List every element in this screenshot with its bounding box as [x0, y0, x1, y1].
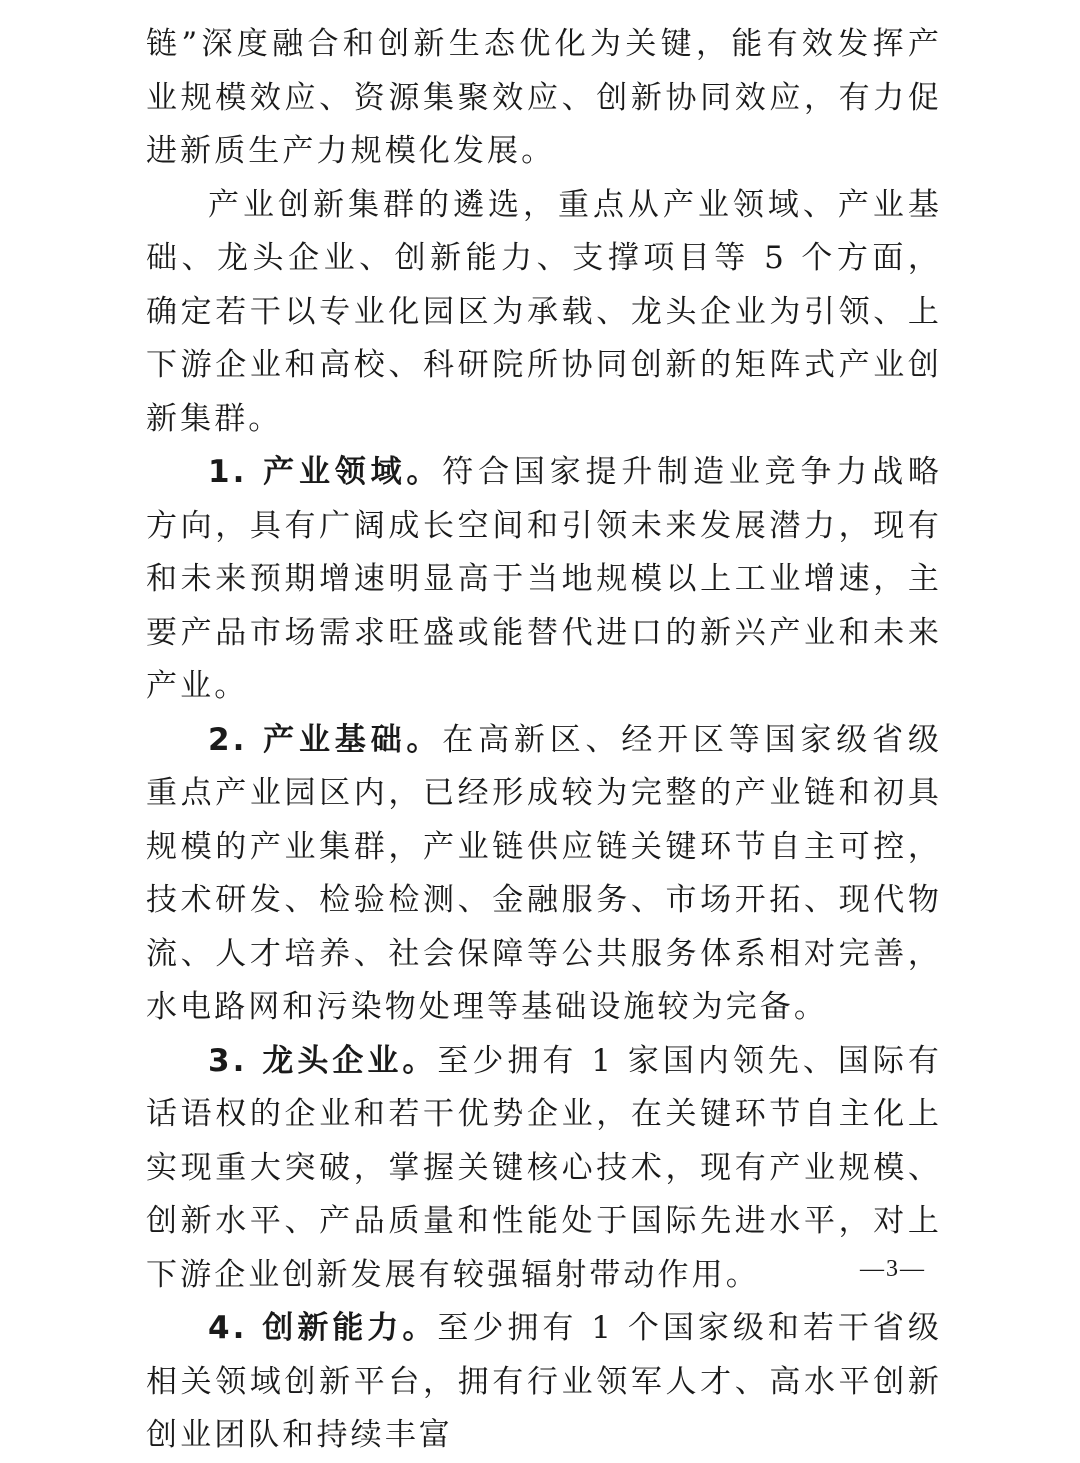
paragraph-text: 在高新区、经开区等国家级省级重点产业园区内，已经形成较为完整的产业链和初具规模的产业集群，产业链供应链关键环节自主可控，技术研发、检验检测、金融服务、市场开拓、现代物流、人才培养、社会保障等公共服务体系相对完善，水电路网和污染物处理等基础设施较为完备。: [146, 721, 942, 1025]
paragraph-heading: 1. 产业领域。: [208, 454, 443, 490]
paragraph-cluster-selection: [146, 179, 942, 447]
paragraph-innovation-capacity: [146, 1302, 942, 1463]
paragraph-text: 至少拥有 1 个国家级和若干省级相关领域创新平台，拥有行业领军人才、高水平创新创业团队和持续丰富: [146, 1310, 942, 1453]
paragraph-leading-enterprise: [146, 1035, 942, 1303]
page-number: —3—: [860, 1256, 926, 1282]
paragraph-heading: 2. 产业基础。: [208, 721, 443, 758]
paragraph-heading: 4. 创新能力。: [208, 1310, 438, 1346]
document-page: [146, 18, 942, 1463]
paragraph-text: 产业创新集群的遴选，重点从产业领域、产业基础、龙头企业、创新能力、支撑项目等 5 个方面，确定若干以专业化园区为承载、龙头企业为引领、上下游企业和高校、科研院所协同创新的矩阵式产业创新集群。: [146, 186, 942, 437]
paragraph-heading: 3. 龙头企业。: [208, 1042, 438, 1079]
paragraph-text: 链”深度融合和创新生态优化为关键，能有效发挥产业规模效应、资源集聚效应、创新协同效应，有力促进新质生产力规模化发展。: [146, 26, 942, 169]
paragraph-industry-field: [146, 446, 942, 714]
paragraph-text: 至少拥有 1 家国内领先、国际有话语权的企业和若干优势企业，在关键环节自主化上实现重大突破，掌握关键核心技术，现有产业规模、创新水平、产品质量和性能处于国际先进水平，对上下游企业创新发展有较强辐射带动作用。: [146, 1042, 942, 1293]
paragraph-continuation: [146, 18, 942, 179]
paragraph-industry-base: [146, 714, 942, 1035]
paragraph-text: 符合国家提升制造业竞争力战略方向，具有广阔成长空间和引领未来发展潜力，现有和未来预期增速明显高于当地规模以上工业增速，主要产品市场需求旺盛或能替代进口的新兴产业和未来产业。: [146, 454, 942, 704]
